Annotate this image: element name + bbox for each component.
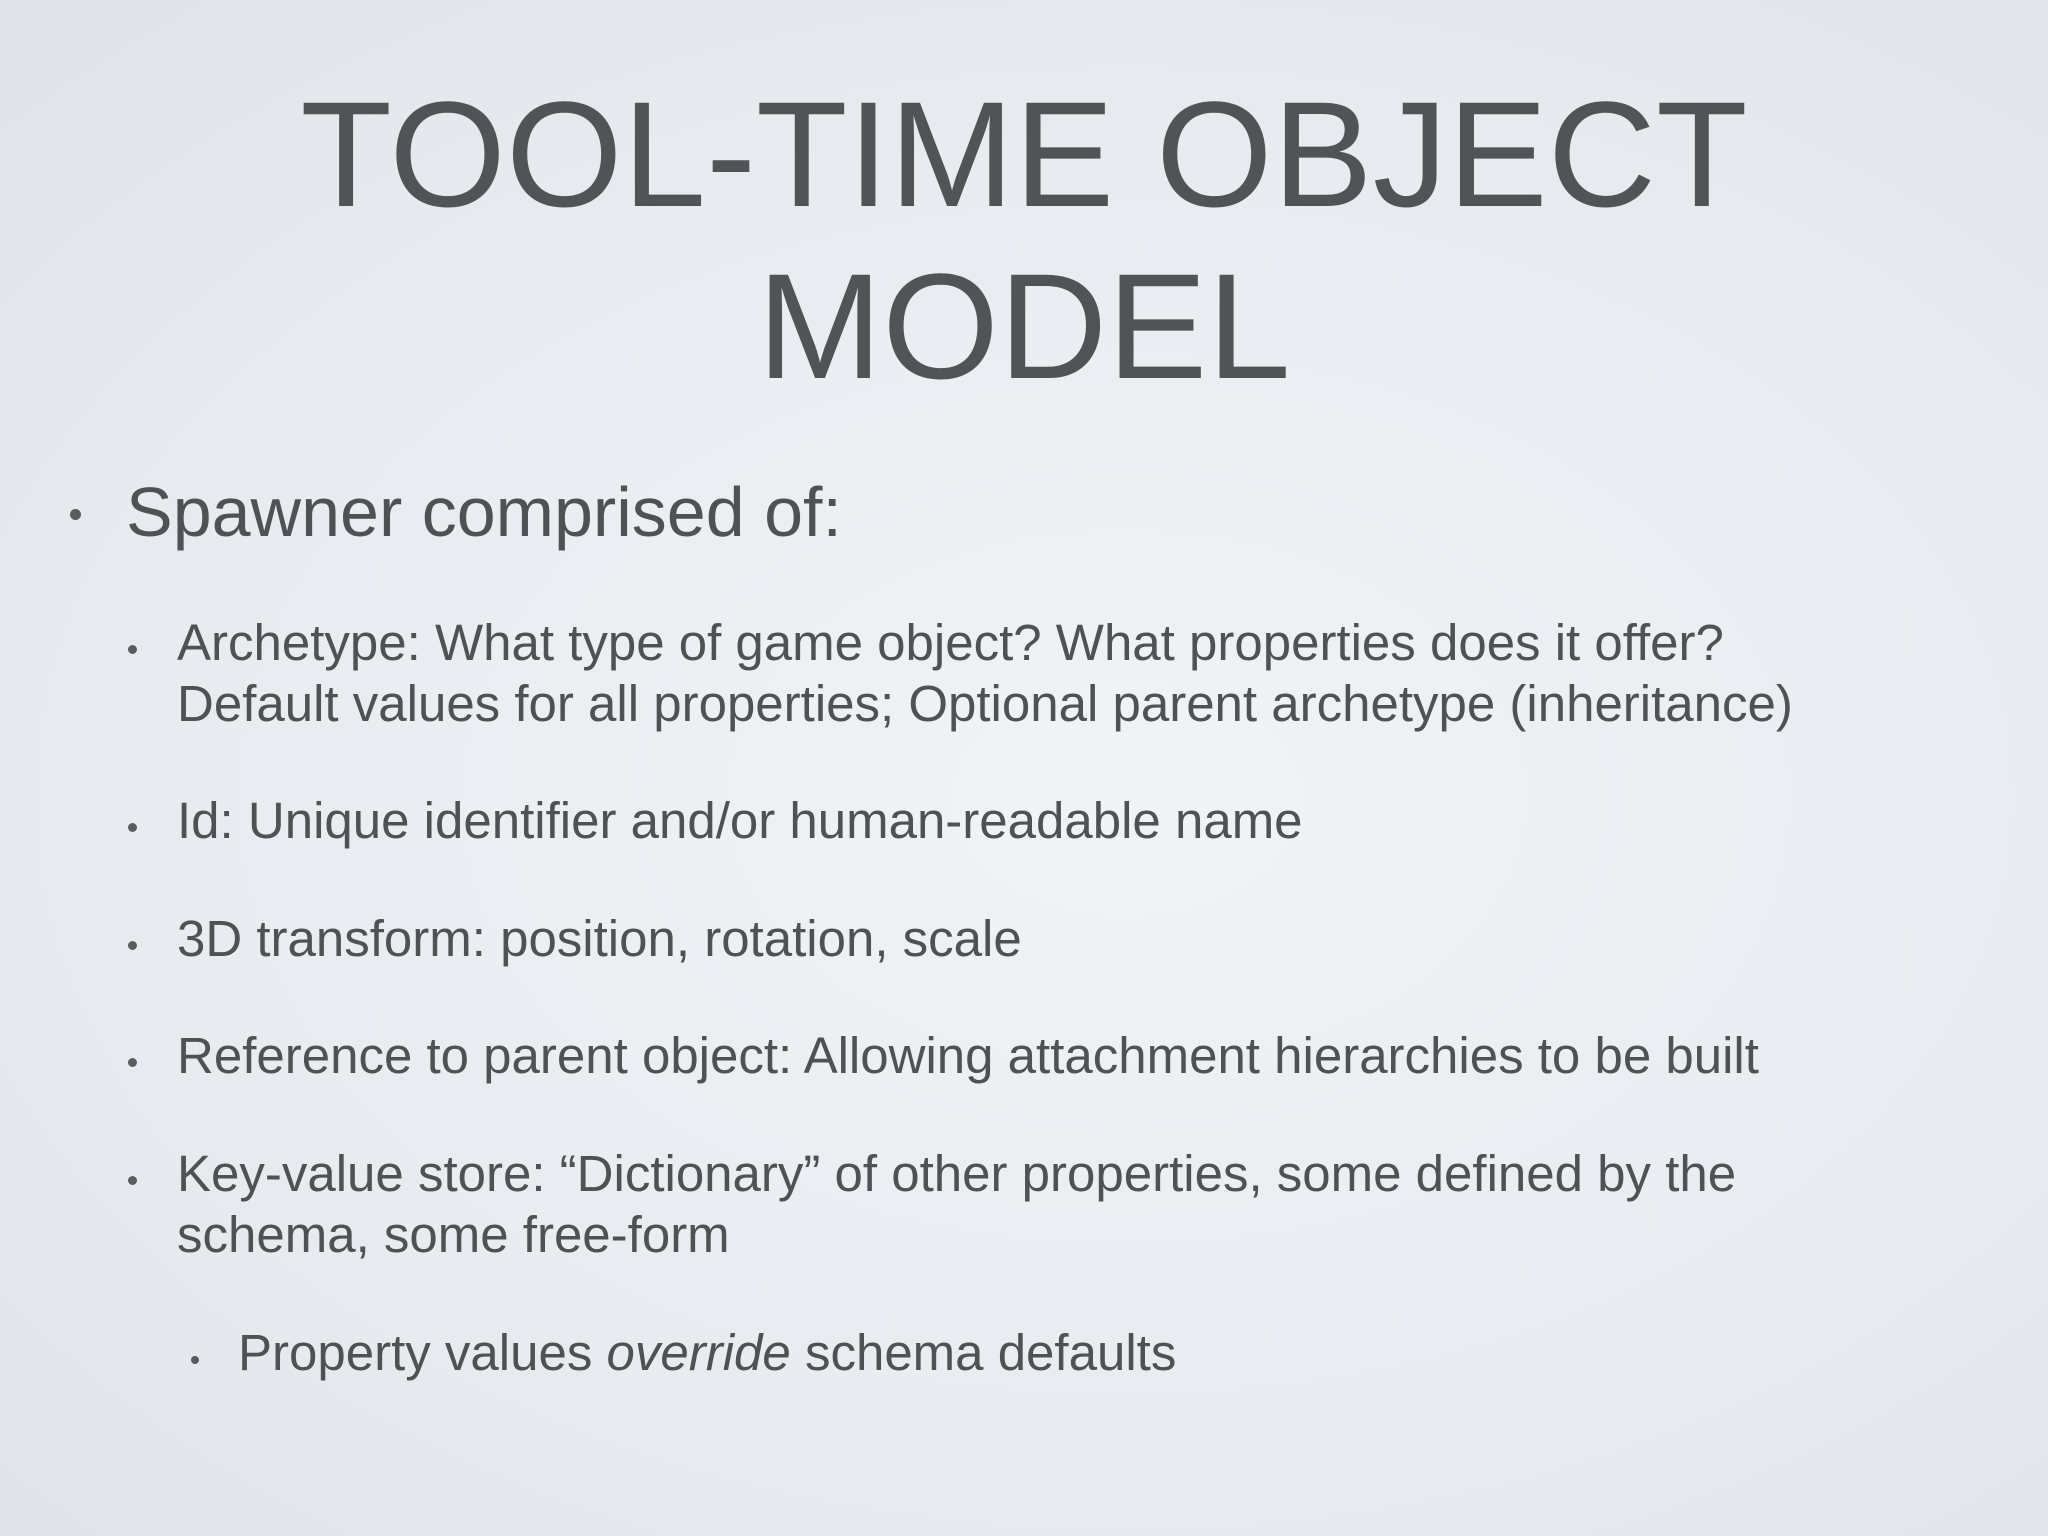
bullet-key-value-line-1: Key-value store: “Dictionary” of other properties, some defined by the <box>177 1145 1737 1202</box>
bullet-dot-icon <box>70 509 81 520</box>
bullet-dot-icon <box>191 1356 199 1364</box>
bullet-dot-icon <box>128 1058 137 1067</box>
bullet-archetype <box>177 612 1793 734</box>
slide-title <box>0 68 2048 412</box>
bullet-key-value-line-2: schema, some free-form <box>177 1206 730 1263</box>
bullet-dot-icon <box>128 1176 137 1185</box>
bullet-parent-reference: Reference to parent object: Allowing attachment hierarchies to be built <box>177 1027 1759 1084</box>
bullet-key-value-store <box>177 1143 1736 1265</box>
bullet-id: Id: Unique identifier and/or human-readable name <box>177 792 1303 849</box>
title-line-1: TOOL-TIME OBJECT <box>300 70 1748 238</box>
bullet-archetype-line-2: Default values for all properties; Optional parent archetype (inheritance) <box>177 675 1793 732</box>
bullet-dot-icon <box>128 941 137 950</box>
bullet-spawner: Spawner comprised of: <box>126 473 842 551</box>
property-values-suffix: schema defaults <box>790 1324 1177 1381</box>
property-values-emphasis: override <box>606 1324 791 1381</box>
bullet-archetype-line-1: Archetype: What type of game object? What properties does it offer? <box>177 614 1724 671</box>
bullet-3d-transform: 3D transform: position, rotation, scale <box>177 910 1022 967</box>
bullet-dot-icon <box>128 645 137 654</box>
bullet-property-values <box>238 1322 1176 1383</box>
bullet-dot-icon <box>128 823 137 832</box>
title-line-2: MODEL <box>757 242 1291 410</box>
property-values-prefix: Property values <box>238 1324 607 1381</box>
